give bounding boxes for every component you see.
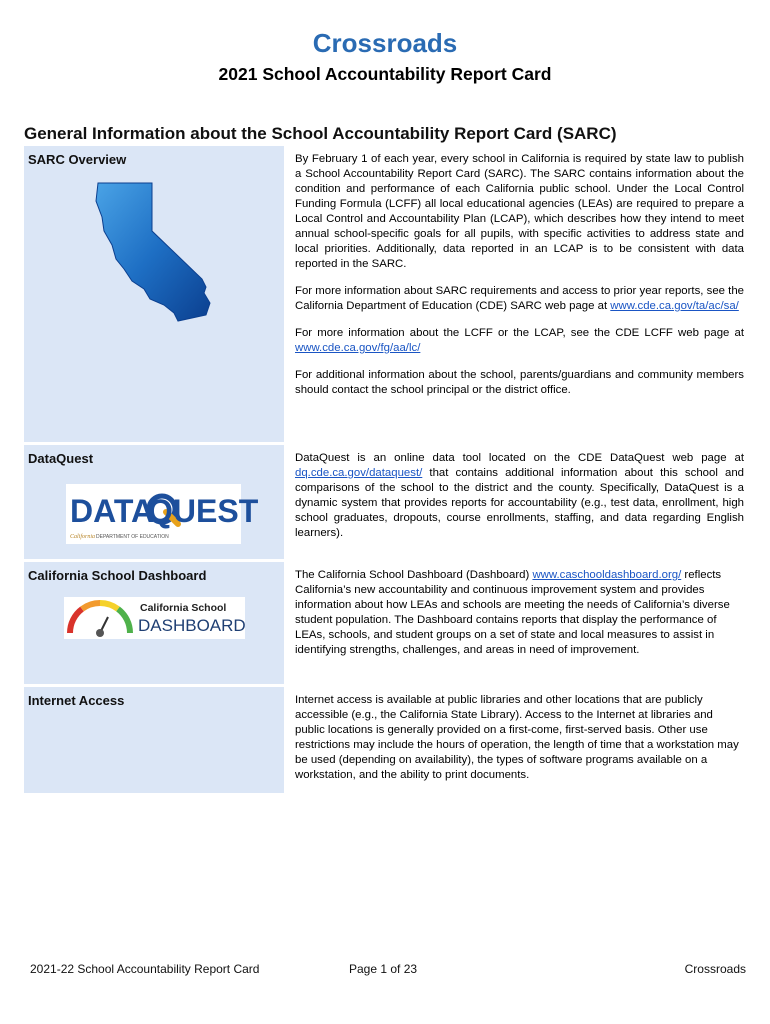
internet-text-cell: [286, 686, 749, 795]
dataquest-text-cell: [286, 444, 749, 561]
footer-right: Crossroads: [684, 962, 746, 976]
dashboard-link[interactable]: www.caschooldashboard.org/: [532, 569, 682, 581]
internet-label-cell: [24, 686, 286, 795]
report-title: 2021 School Accountability Report Card: [218, 64, 552, 84]
row-label: SARC Overview: [28, 152, 127, 167]
table-row: [24, 444, 748, 561]
dataquest-paragraph: [295, 451, 744, 541]
overview-paragraph-text: For more information about the LCFF or the LCAP, see the CDE LCFF web page at: [295, 327, 744, 339]
dashboard-text-cell: [286, 561, 749, 686]
row-label: DataQuest: [28, 451, 94, 466]
dashboard-logo-line: California School: [140, 602, 227, 614]
footer-page-number: Page 1 of 23: [349, 962, 418, 976]
dataquest-paragraph-text: that contains additional information about this school and comparisons of the school to the district and the county. Specifically, DataQuest is a dynamic system that provides reports for accountability (e.g., test data, enrollment, high school graduates, dropouts, course enrollments, staffing, and data regarding English learners).: [295, 467, 744, 539]
dashboard-paragraph: [295, 568, 744, 658]
dataquest-logo-word: DATA: [70, 493, 155, 529]
dataquest-link[interactable]: dq.cde.ca.gov/dataquest/: [295, 467, 423, 479]
dataquest-label-cell: [24, 444, 286, 561]
dashboard-logo: [64, 597, 245, 639]
overview-paragraph: By February 1 of each year, every school in California is required by state law to publish a School Accountability Report Card (SARC). The SARC contains information about the condition and performance of each California public school. Under the Local Control Funding Formula (LCFF) all local educational agencies (LEAs) are required to prepare a Local Control and Accountability Plan (LCAP), which describes how they intend to meet annual school-specific goals for all pupils, with specific activities to address state and local priorities. Additionally, data reported in an LCAP is to be consistent with data reported in the SARC.: [295, 153, 744, 270]
row-label: California School Dashboard: [28, 568, 207, 583]
dashboard-paragraph-text: reflects California’s new accountability and continuous improvement system and provides information about how LEAs and schools are meeting the needs of California’s diverse student population. The Dashboard contains reports that display the performance of LEAs, schools, and student groups on a set of state and local measures to assist in identifying strengths, challenges, and areas in need of improvement.: [295, 569, 730, 656]
table-row: [24, 686, 748, 795]
dataquest-logo: [66, 484, 259, 544]
logo-caption: California: [70, 534, 96, 540]
row-label: Internet Access: [28, 693, 125, 708]
section-heading: General Information about the School Accountability Report Card (SARC): [24, 124, 617, 143]
overview-text-cell: [286, 146, 749, 444]
logo-caption: DEPARTMENT OF EDUCATION: [96, 534, 169, 540]
dataquest-logo-word: QUEST: [148, 493, 259, 529]
sarc-web-page-link[interactable]: www.cde.ca.gov/ta/ac/sa/: [610, 300, 739, 312]
table-row: [24, 561, 748, 686]
dataquest-paragraph-text: DataQuest is an online data tool located on the CDE DataQuest web page at: [295, 452, 744, 464]
overview-paragraph: [295, 326, 744, 356]
dashboard-logo-line: DASHBOARD: [138, 616, 246, 635]
california-map-icon: [28, 181, 284, 331]
overview-paragraph-text: For more information about SARC requirements and access to prior year reports, see the California Department of Education (CDE) SARC web page at: [295, 285, 744, 312]
overview-paragraph: [295, 284, 744, 314]
internet-paragraph: Internet access is available at public libraries and other locations that are publicly accessible (e.g., the California State Library). Access to the Internet at libraries and public locations is generally provided on a first-come, first-served basis. Other use restrictions may include the hours of operation, the length of time that a workstation may be used (depending on availability), the types of software programs available on a workstation, and the ability to print documents.: [295, 694, 739, 781]
dashboard-paragraph-text: The California School Dashboard (Dashboard): [295, 569, 530, 581]
footer-left: 2021-22 School Accountability Report Card: [30, 962, 260, 976]
overview-paragraph: For additional information about the school, parents/guardians and community members should contact the school principal or the district office.: [295, 369, 744, 396]
overview-label-cell: [24, 146, 286, 444]
general-info-table: [24, 146, 748, 796]
lcff-web-page-link[interactable]: www.cde.ca.gov/fg/aa/lc/: [295, 342, 421, 354]
dashboard-label-cell: [24, 561, 286, 686]
school-name-title: Crossroads: [312, 28, 458, 58]
table-row: [24, 146, 748, 444]
